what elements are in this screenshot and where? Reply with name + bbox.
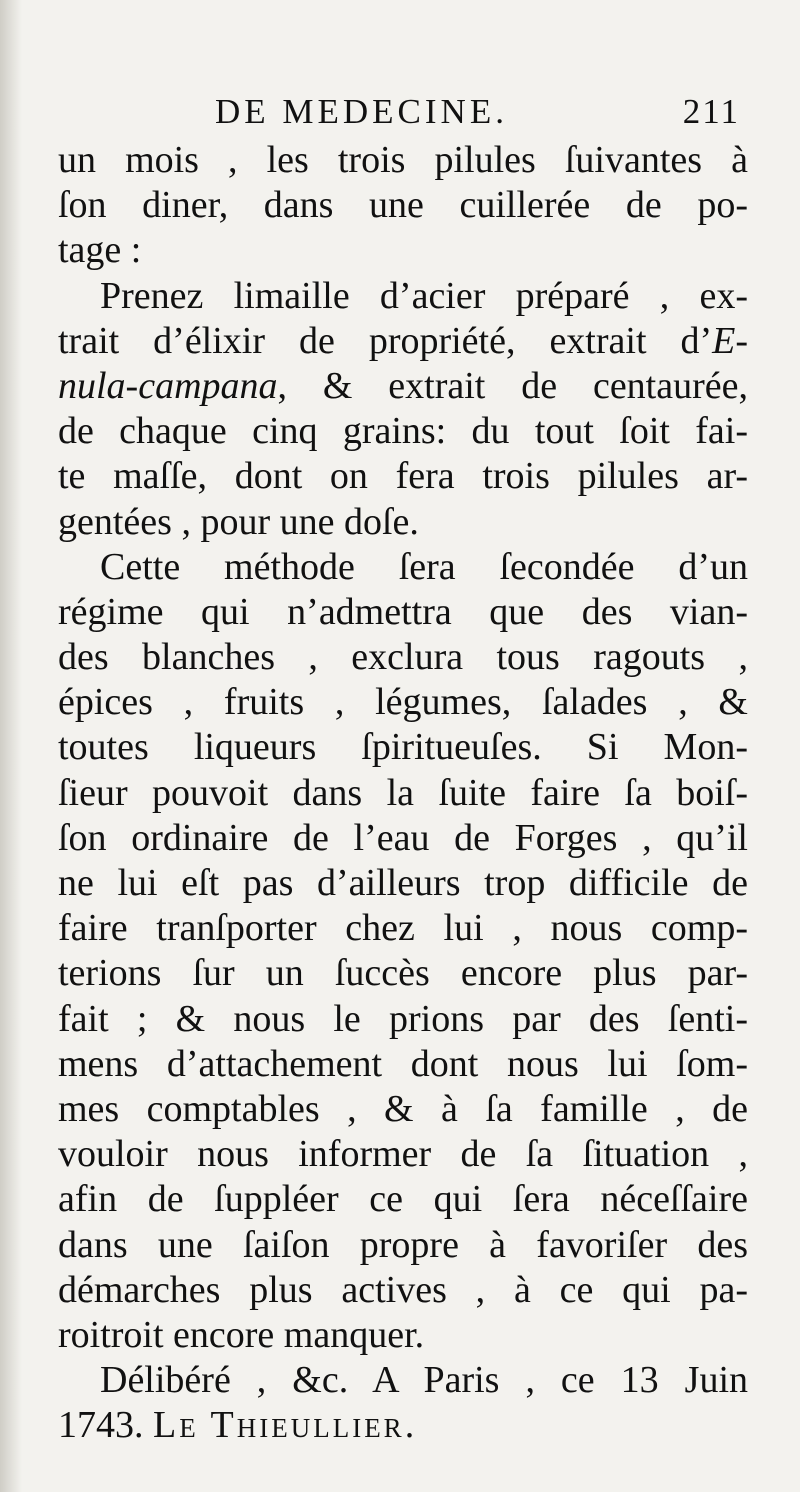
text-line: roitroit encore manquer. [58, 1313, 425, 1356]
italic-term: nula-campana [58, 364, 278, 407]
text-line: Prenez limaille d’acier préparé , ex- [100, 274, 748, 317]
text-line: terions ſur un ſuccès encore plus par- [58, 952, 748, 995]
text-line: Délibéré , &c. A Paris , ce 13 Juin [100, 1359, 748, 1402]
text-line: toutes liqueurs ſpiritueuſes. Si Mon- [58, 726, 748, 769]
text-line: trait d’élixir de propriété, extrait d’E- [58, 319, 748, 362]
text-line: ſon diner, dans une cuillerée de po- [58, 184, 748, 227]
text-line: des blanches , exclura tous ragouts , [58, 636, 748, 679]
text-line: nula-campana, & extrait de centaurée, [58, 364, 748, 407]
text-line: dans une ſaiſon propre à favoriſer des [58, 1223, 748, 1266]
text-line: fait ; & nous le prions par des ſenti- [58, 997, 748, 1040]
closing-year: 1743. [58, 1404, 144, 1447]
text-line: démarches plus actives , à ce qui pa- [58, 1268, 748, 1311]
text-line: Cette méthode ſera ſecondée d’un [100, 545, 748, 588]
text-line: ſieur pouvoit dans la ſuite faire ſa boiſ- [58, 771, 748, 814]
text-line: vouloir nous informer de ſa ſituation , [58, 1133, 748, 1176]
signature: Le Thieullier. [153, 1404, 418, 1447]
running-head [60, 92, 750, 136]
text-line: ſon ordinaire de l’eau de Forges , qu’il [58, 816, 748, 859]
italic-term: E- [712, 319, 748, 362]
text-line: mens d’attachement dont nous lui ſom- [58, 1042, 748, 1085]
text-line: un mois , les trois pilules ſuivantes à [58, 139, 748, 181]
text-line: faire tranſporter chez lui , nous comp- [58, 907, 748, 950]
text-line-with-italic [58, 319, 748, 364]
text-line: tage : [58, 229, 142, 272]
page-number: 211 [682, 92, 740, 131]
text-line: épices , fruits , légumes, ſalades , & [58, 681, 748, 724]
page-gutter-shadow [0, 0, 22, 1492]
closing-line [58, 1403, 748, 1448]
text-line: afin de ſuppléer ce qui ſera néceſſaire [58, 1178, 748, 1221]
text-line: te maſſe, dont on fera trois pilules ar- [58, 455, 748, 498]
body-text [58, 138, 748, 1448]
text-line: gentées , pour une doſe. [58, 500, 419, 543]
text-line: régime qui n’admettra que des vian- [58, 590, 748, 633]
text-line: ne lui eſt pas d’ailleurs trop difficile de [58, 862, 748, 904]
text-line-with-italic [58, 364, 748, 409]
text-line: mes comptables , & à ſa famille , de [58, 1087, 748, 1130]
text-line: de chaque cinq grains: du tout ſoit fai- [58, 410, 748, 453]
running-head-title: DE MEDECINE. [215, 92, 508, 131]
